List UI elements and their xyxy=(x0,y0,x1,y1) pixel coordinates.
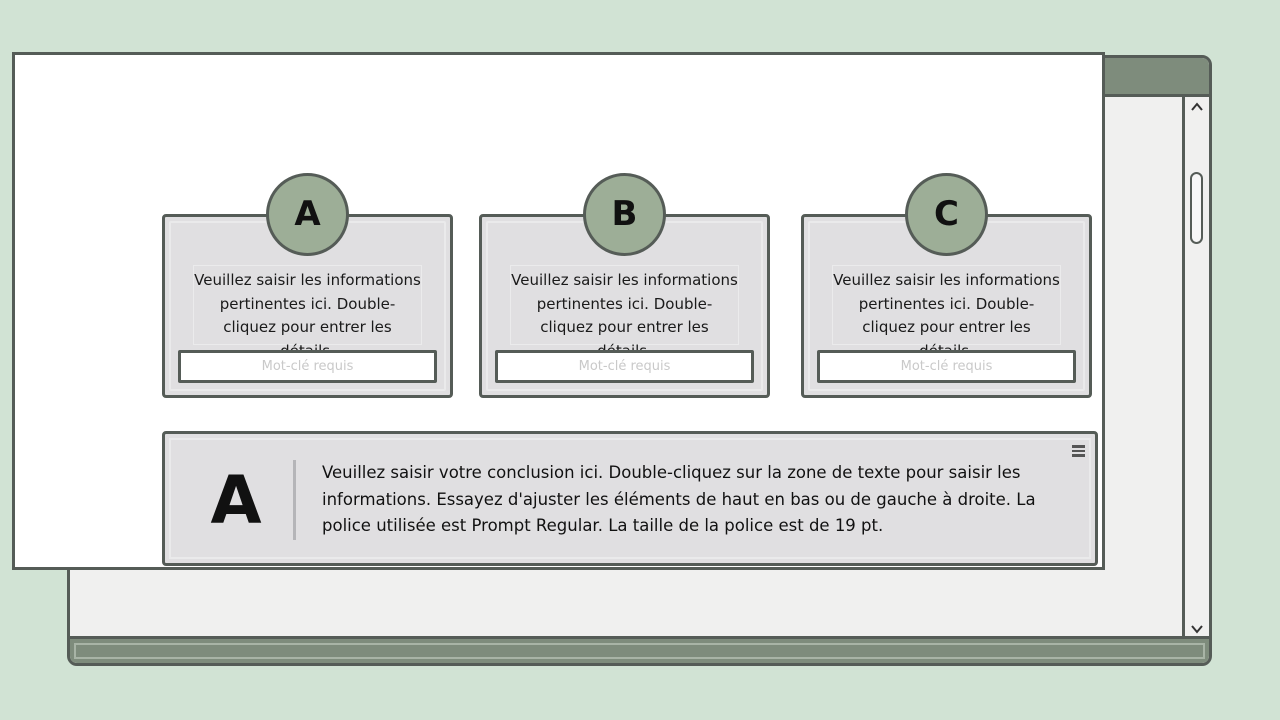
conclusion-letter: A xyxy=(210,462,262,539)
card-letter-badge: A xyxy=(266,173,349,256)
card-description[interactable]: Veuillez saisir les informations pertinentes ici. Double-cliquez pour entrer les xyxy=(193,265,422,345)
conclusion-panel xyxy=(162,431,1098,566)
status-bar-inset xyxy=(74,643,1205,659)
chevron-down-icon[interactable] xyxy=(1189,622,1205,636)
card-letter-badge: B xyxy=(583,173,666,256)
scroll-thumb[interactable] xyxy=(1190,172,1203,244)
status-bar xyxy=(70,636,1209,663)
vertical-scrollbar[interactable] xyxy=(1182,97,1209,639)
keyword-input[interactable] xyxy=(495,350,754,383)
conclusion-text[interactable]: Veuillez saisir votre conclusion ici. Double-cliquez sur la zone de texte pour saisir les informations. Essayez d'ajuster les éléments de haut en bas ou de gauche à droite. La police utilisée est Prompt Regular. La taille de la police est de 19 pt. xyxy=(322,463,1036,535)
card-description[interactable]: Veuillez saisir les informations pertinentes ici. Double-cliquez pour entrer les xyxy=(510,265,739,345)
keyword-input[interactable] xyxy=(817,350,1076,383)
keyword-input[interactable] xyxy=(178,350,437,383)
divider xyxy=(293,460,296,540)
chevron-up-icon[interactable] xyxy=(1189,100,1205,114)
menu-icon[interactable] xyxy=(1072,445,1085,458)
card-description[interactable]: Veuillez saisir les informations pertinentes ici. Double-cliquez pour entrer les xyxy=(832,265,1061,345)
card-letter-badge: C xyxy=(905,173,988,256)
